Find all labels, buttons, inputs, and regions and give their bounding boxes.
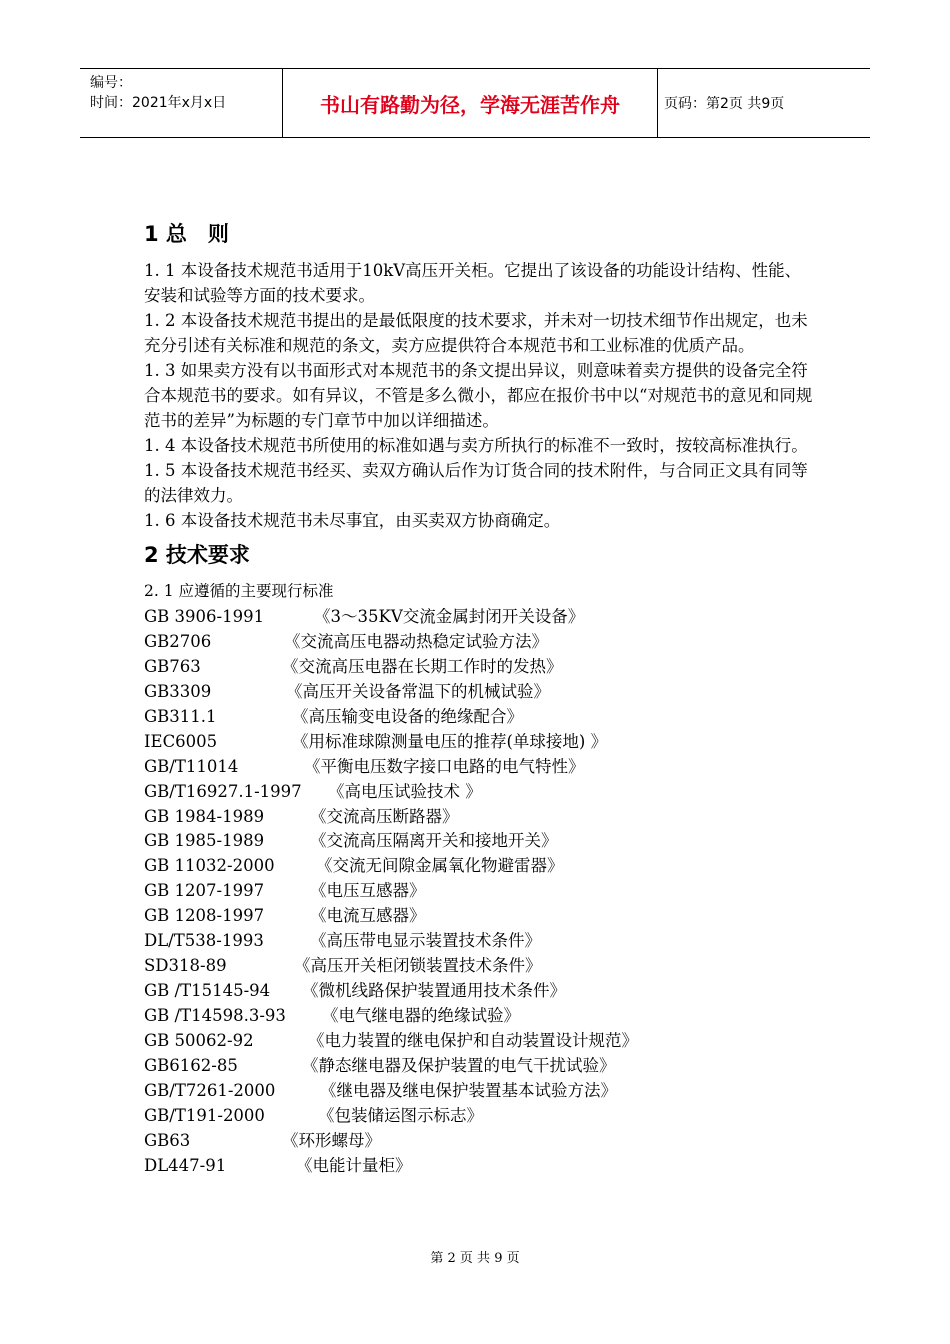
standard-title: 《电流互感器》 — [310, 906, 426, 926]
standard-code: GB 1984-1989 — [144, 806, 265, 826]
standard-item — [144, 878, 814, 903]
page-header — [80, 68, 870, 138]
header-info-cell — [80, 69, 283, 137]
standard-title: 《用标准球隙测量电压的推荐(单球接地) 》 — [292, 731, 608, 751]
section-1-title: 1 总 则 — [144, 222, 229, 246]
standard-item — [144, 903, 814, 928]
clause-2-1: 2. 1 应遵循的主要现行标准 — [144, 582, 334, 600]
standard-code: GB6162-85 — [144, 1055, 238, 1075]
standard-title: 《交流高压电器动热稳定试验方法》 — [284, 631, 548, 651]
standard-code: GB63 — [144, 1130, 191, 1150]
standard-item — [144, 604, 814, 629]
standard-code: GB 1207-1997 — [144, 881, 265, 901]
standard-item — [144, 1128, 814, 1153]
clause-1-5: 1. 5 本设备技术规范书经买、卖双方确认后作为订货合同的技术附件，与合同正文具有同等的法律效力。 — [144, 461, 808, 505]
standard-title: 《高压输变电设备的绝缘配合》 — [292, 706, 523, 726]
document-date-label: 时间：2021年x月x日 — [90, 95, 227, 111]
section-1-body — [144, 258, 814, 533]
standard-title: 《包装储运图示标志》 — [318, 1105, 483, 1125]
standard-title: 《交流高压断路器》 — [310, 806, 459, 826]
standard-code: GB 50062-92 — [144, 1030, 254, 1050]
standard-code: DL447-91 — [144, 1155, 227, 1175]
standard-title: 《平衡电压数字接口电路的电气特性》 — [304, 756, 585, 776]
standard-title: 《电气继电器的绝缘试验》 — [322, 1006, 520, 1025]
document-number-label: 编号： — [90, 75, 132, 91]
standard-title: 《电压互感器》 — [310, 881, 426, 901]
standard-title: 《高压带电显示装置技术条件》 — [310, 931, 541, 951]
clause-1-3: 1. 3 如果卖方没有以书面形式对本规范书的条文提出异议，则意味着卖方提供的设备完全符合本规范书的要求。如有异议，不管是多么微小，都应在报价书中以“对规范书的意见和同规范书的差异”为标题的专门章节中加以详细描述。 — [144, 361, 813, 430]
standard-item — [144, 828, 814, 853]
standard-code: GB 1208-1997 — [144, 906, 265, 926]
standard-item — [144, 853, 814, 878]
standard-title: 《交流高压电器在长期工作时的发热》 — [282, 656, 563, 676]
standard-title: 《交流无间隙金属氧化物避雷器》 — [316, 856, 564, 876]
standard-title: 《微机线路保护装置通用技术条件》 — [302, 981, 566, 1001]
standard-code: GB763 — [144, 656, 201, 676]
section-2-title: 2 技术要求 — [144, 543, 250, 567]
clause-1-2: 1. 2 本设备技术规范书提出的是最低限度的技术要求，并未对一切技术细节作出规定，也未充分引述有关标准和规范的条文，卖方应提供符合本规范书和工业标准的优质产品。 — [144, 311, 808, 355]
standard-item — [144, 978, 814, 1003]
standard-code: GB2706 — [144, 631, 212, 651]
standard-item — [144, 1028, 814, 1053]
standard-item — [144, 704, 814, 729]
standard-item — [144, 729, 814, 754]
document-body — [144, 218, 814, 1178]
standard-code: GB311.1 — [144, 706, 217, 726]
standard-code: GB/T191-2000 — [144, 1105, 265, 1125]
standard-item — [144, 1103, 814, 1128]
standard-item — [144, 679, 814, 704]
standard-code: GB /T15145-94 — [144, 981, 271, 1001]
standard-item — [144, 1053, 814, 1078]
standard-code: GB /T14598.3-93 — [144, 1006, 286, 1025]
standard-title: 《电力装置的继电保护和自动装置设计规范》 — [308, 1030, 638, 1050]
standard-title: 《静态继电器及保护装置的电气干扰试验》 — [302, 1055, 616, 1075]
standard-title: 《交流高压隔离开关和接地开关》 — [310, 831, 558, 851]
standard-code: GB/T7261-2000 — [144, 1080, 276, 1100]
standard-item — [144, 654, 814, 679]
standard-title: 《高电压试验技术 》 — [328, 781, 482, 801]
standard-item — [144, 1153, 814, 1178]
standard-title: 《3～35KV交流金属封闭开关设备》 — [314, 607, 585, 626]
standard-item — [144, 1003, 814, 1028]
standard-code: GB 11032-2000 — [144, 856, 275, 876]
standard-title: 《电能计量柜》 — [296, 1155, 412, 1175]
standard-title: 《环形螺母》 — [282, 1130, 381, 1150]
header-page-number: 页码：第2页 共9页 — [664, 96, 785, 112]
standards-list — [144, 604, 814, 1178]
standard-item — [144, 953, 814, 978]
standard-title: 《继电器及继电保护装置基本试验方法》 — [320, 1080, 617, 1100]
standard-item — [144, 754, 814, 779]
standard-title: 《高压开关柜闭锁装置技术条件》 — [294, 956, 542, 976]
standard-title: 《高压开关设备常温下的机械试验》 — [286, 681, 550, 701]
clause-1-1: 1. 1 本设备技术规范书适用于10kV高压开关柜。它提出了该设备的功能设计结构、性能、安装和试验等方面的技术要求。 — [144, 261, 802, 305]
standard-code: IEC6005 — [144, 731, 218, 751]
header-motto: 书山有路勤为径，学海无涯苦作舟 — [283, 69, 658, 137]
standard-item — [144, 779, 814, 804]
standard-code: DL/T538-1993 — [144, 931, 264, 951]
standard-item — [144, 629, 814, 654]
standard-code: SD318-89 — [144, 956, 227, 976]
page-footer: 第 2 页 共 9 页 — [430, 1251, 520, 1266]
standard-code: GB/T11014 — [144, 756, 239, 776]
standard-code: GB 1985-1989 — [144, 831, 265, 851]
standard-item — [144, 928, 814, 953]
standard-code: GB3309 — [144, 681, 212, 701]
standard-item — [144, 804, 814, 829]
clause-1-6: 1. 6 本设备技术规范书未尽事宜，由买卖双方协商确定。 — [144, 511, 561, 530]
clause-1-4: 1. 4 本设备技术规范书所使用的标准如遇与卖方所执行的标准不一致时，按较高标准执行。 — [144, 436, 808, 455]
standard-item — [144, 1078, 814, 1103]
standard-code: GB 3906-1991 — [144, 607, 265, 626]
standard-code: GB/T16927.1-1997 — [144, 781, 302, 801]
